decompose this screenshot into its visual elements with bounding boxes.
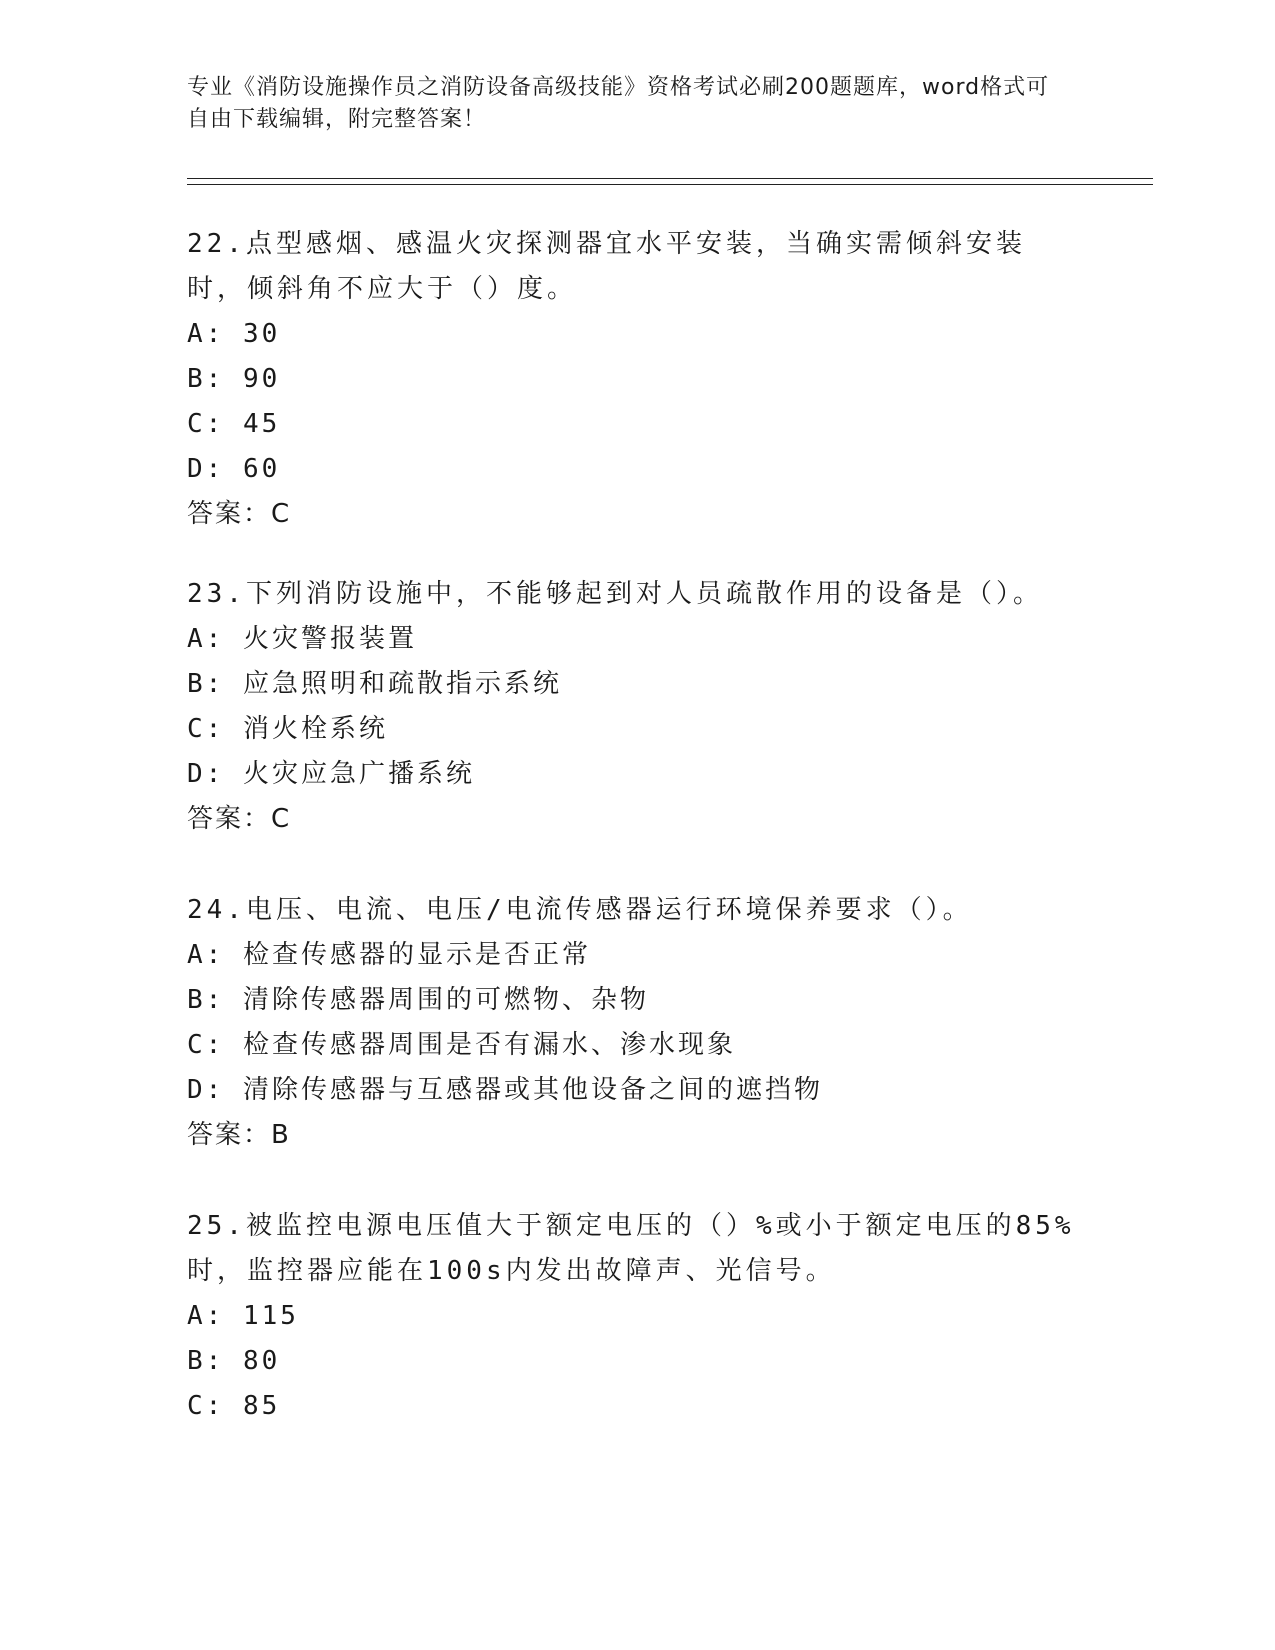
option-b: B: 清除传感器周围的可燃物、杂物 — [187, 985, 649, 1015]
option-d: D: 60 — [187, 454, 281, 484]
document-header: 专业《消防设施操作员之消防设备高级技能》资格考试必刷200题题库，word格式可自由下载编辑，附完整答案！ — [187, 75, 1050, 132]
option-a: A: 火灾警报装置 — [187, 624, 417, 654]
question-stem: 22.点型感烟、感温火灾探测器宜水平安装，当确实需倾斜安装时，倾斜角不应大于（）度。 — [187, 229, 1026, 304]
question-stem: 25.被监控电源电压值大于额定电压的（）%或小于额定电压的85%时，监控器应能在100s内发出故障声、光信号。 — [187, 1211, 1075, 1286]
question-stem: 23.下列消防设施中，不能够起到对人员疏散作用的设备是（）。 — [187, 579, 1043, 609]
option-b: B: 80 — [187, 1346, 281, 1376]
question-22 — [187, 222, 1077, 537]
question-25 — [187, 1204, 1077, 1429]
header-divider — [187, 178, 1153, 185]
option-a: A: 115 — [187, 1301, 299, 1331]
option-a: A: 检查传感器的显示是否正常 — [187, 940, 591, 970]
answer: 答案：C — [187, 804, 292, 834]
option-d: D: 清除传感器与互感器或其他设备之间的遮挡物 — [187, 1075, 823, 1105]
question-23 — [187, 572, 1077, 842]
option-c: C: 85 — [187, 1391, 281, 1421]
option-c: C: 检查传感器周围是否有漏水、渗水现象 — [187, 1030, 736, 1060]
option-c: C: 消火栓系统 — [187, 714, 388, 744]
option-d: D: 火灾应急广播系统 — [187, 759, 475, 789]
question-stem: 24.电压、电流、电压/电流传感器运行环境保养要求（）。 — [187, 895, 973, 925]
question-24 — [187, 888, 1077, 1158]
answer: 答案：B — [187, 1120, 291, 1150]
option-a: A: 30 — [187, 319, 281, 349]
option-c: C: 45 — [187, 409, 281, 439]
answer: 答案：C — [187, 499, 292, 529]
option-b: B: 90 — [187, 364, 281, 394]
option-b: B: 应急照明和疏散指示系统 — [187, 669, 562, 699]
